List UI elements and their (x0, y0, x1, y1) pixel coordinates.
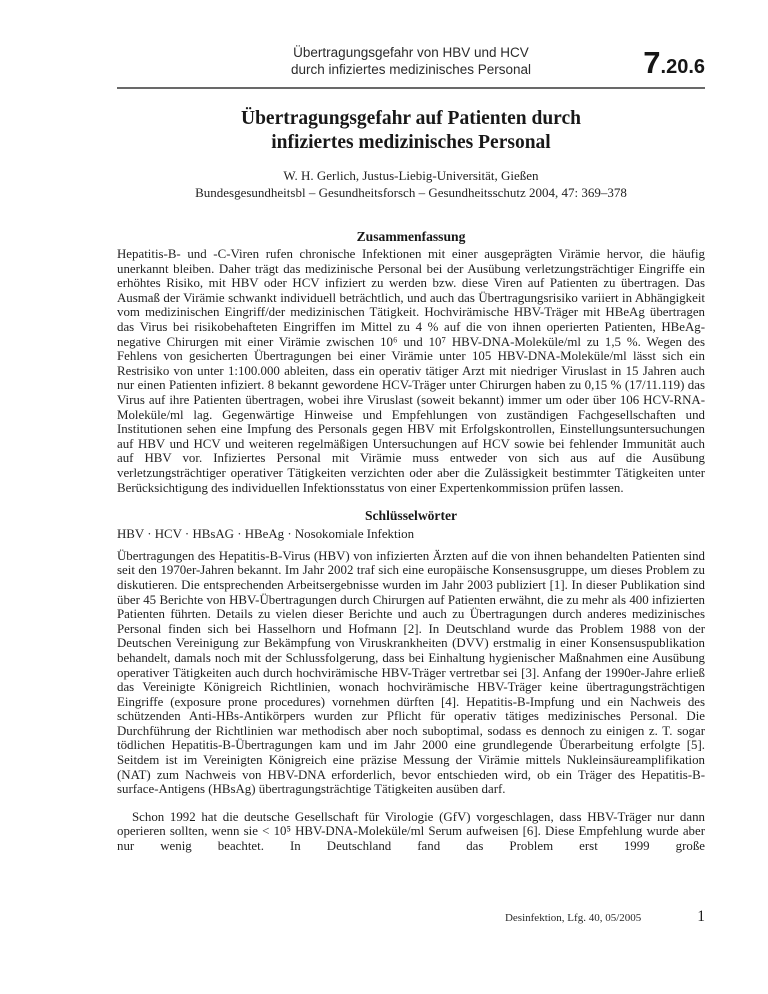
keywords-list: HBV · HCV · HBsAG · HBeAg · Nosokomiale Infektion (117, 527, 415, 542)
section-number (643, 45, 705, 81)
running-header-line1: Übertragungsgefahr von HBV und HCV (293, 45, 529, 60)
article-title-line1: Übertragungsgefahr auf Patienten durch (241, 108, 581, 129)
author-line: W. H. Gerlich, Justus-Liebig-Universität, Gießen (283, 168, 539, 184)
header-rule (117, 87, 705, 89)
running-header-line2: durch infiziertes medizinisches Personal (290, 62, 532, 77)
body-paragraph-1: Übertragungen des Hepatitis-B-Virus (HBV) von infizierten Ärzten auf die von ihnen behandelten Patienten sind seit den 1970er-Jahren bekannt. Im Jahr 2002 traf sich eine europäische Konsensusgruppe, um dieses Problem zu diskutieren. Die entsprechenden Arbeitsergebnisse wurden im Jahr 2003 publiziert [1]. In dieser Publikation sind über 45 Berichte von HBV-Übertragungen durch Chirurgen auf Patienten erwähnt, die zu mehr als 400 infizierten Patienten führten. Details zu vielen dieser Berichte und auch zu Übertragungen durch anderes medizinisches Personal finden sich bei Hasselhorn und Hofmann [2]. In Deutschland wurde das Problem 1988 von der Deutschen Vereinigung zur Bekämpfung von Viruskrankheiten (DVV) erstmalig in einer Konsensuspublikation behandelt, damals noch mit der Schlussfolgerung, dass bei Einhaltung hygienischer Maßnahmen eine Ausübung operativer Tätigkeiten auch durch hochvirämische HBV-Träger vertretbar sei [3]. Anfang der 1990er-Jahre erließ das Vereinigte Königreich Richtlinien, wonach hochvirämische HBV-Träger keine übertragungsträchtigen Eingriffe (exposure prone procedures) vornehmen dürften [4]. Hepatitis-B-Impfung und ein Nachweis des schützenden Anti-HBs-Antikörpers wurden zur Pflicht für operativ tätiges medizinisches Personal. Die Durchführung der Richtlinien war methodisch aber noch suboptimal, sodass es dennoch zu einigen z. T. sogar tödlichen Hepatitis-B-Übertragungen kam und im Jahr 2000 eine grundlegende Überarbeitung erfolgte [5]. Seitdem ist im Vereinigten Königreich eine präzise Messung der Virämie mittels Nukleinsäureamplifikation (NAT) zum Nachweis von HBV-DNA erforderlich, bevor entschieden wird, ob ein Träger des Hepatitis-B-surface-Antigens (HBsAg) übertragungsträchtige Tätigkeiten ausüben darf. (117, 548, 705, 797)
page-content (117, 40, 705, 854)
footer-imprint: Desinfektion, Lfg. 40, 05/2005 (504, 912, 642, 924)
page-number: 1 (697, 908, 705, 925)
body-paragraph-2: Schon 1992 hat die deutsche Gesellschaft für Virologie (GfV) vorgeschlagen, dass HBV-Träger nur dann operieren sollten, wenn sie < 10⁵ HBV-DNA-Moleküle/ml Serum aufweisen [6]. Diese Empfehlung wurde aber nur wenig beachtet. In Deutschland fand das Problem erst 1999 große (117, 809, 705, 853)
section-number-major: 7 (643, 45, 661, 80)
article-title-line2: infiziertes medizinisches Personal (271, 132, 551, 153)
section-number-minor: .20.6 (660, 56, 705, 78)
abstract-text: Hepatitis-B- und -C-Viren rufen chronische Infektionen mit einer ausgeprägten Virämie hervor, die häufig unerkannt bleiben. Daher trägt das medizinische Personal bei der Ausübung verletzungsträchtiger Eingriffe ein erhöhtes Risiko, mit HBV oder HCV infiziert zu werden bzw. diese Viren auf Patienten zu übertragen. Das Ausmaß der Virämie schwankt individuell beträchtlich, und auch das Übertragungsrisiko variiert in Abhängigkeit vom medizinischen Eingriff/der medizinischen Tätigkeit. Hochvirämische HBV-Träger mit HBeAg übertragen das Virus bei risikobehafteten Eingriffen im Mittel zu 4 % auf die von ihnen operierten Patienten, HBeAg-negative Chirurgen mit einer Virämie zwischen 10⁶ und 10⁷ HBV-DNA-Moleküle/ml zu 1,5 %. Wegen des Fehlens von gesicherten Übertragungen bei einer Virämie unter 105 HBV-DNA-Moleküle/ml lässt sich ein Restrisiko von unter 1:100.000 ableiten, dass ein operativ tätiger Arzt mit niedriger Viruslast in 15 Jahren auch nur einen Patienten infiziert. 8 bekannt gewordene HCV-Träger unter Chirurgen haben zu 0,15 % (17/11.119) das Virus auf ihre Patienten übertragen, wobei ihre Viruslast (soweit bekannt) immer um oder über 106 HCV-RNA-Moleküle/ml lag. Gegenwärtige Hinweise und Empfehlungen von zuständigen Fachgesellschaften und Institutionen sehen eine Impfung des Personals gegen HBV mit Erfolgskontrollen, Einstellungsuntersuchungen auf HBV und HCV und weiteren regelmäßigen Untersuchungen auf HCV sowie bei fehlender Immunität auch auf HBV vor. Infiziertes Personal mit Virämie muss entweder von sich aus auf die Ausübung verletzungsträchtiger operativer Tätigkeiten verzichten oder aber die Zulässigkeit bestimmter Tätigkeiten unter Berücksichtigung des individuellen Infektionsstatus von einer Expertenkommission prüfen lassen. (117, 247, 705, 495)
keywords-heading: Schlüsselwörter (364, 508, 458, 524)
abstract-heading: Zusammenfassung (356, 229, 466, 245)
running-header-title (117, 44, 705, 78)
running-header (117, 40, 705, 80)
source-citation-line: Bundesgesundheitsbl – Gesundheitsforsch – Gesundheitsschutz 2004, 47: 369–378 (195, 184, 627, 200)
page-footer (117, 908, 705, 926)
byline (117, 168, 705, 201)
article-title (117, 107, 705, 155)
